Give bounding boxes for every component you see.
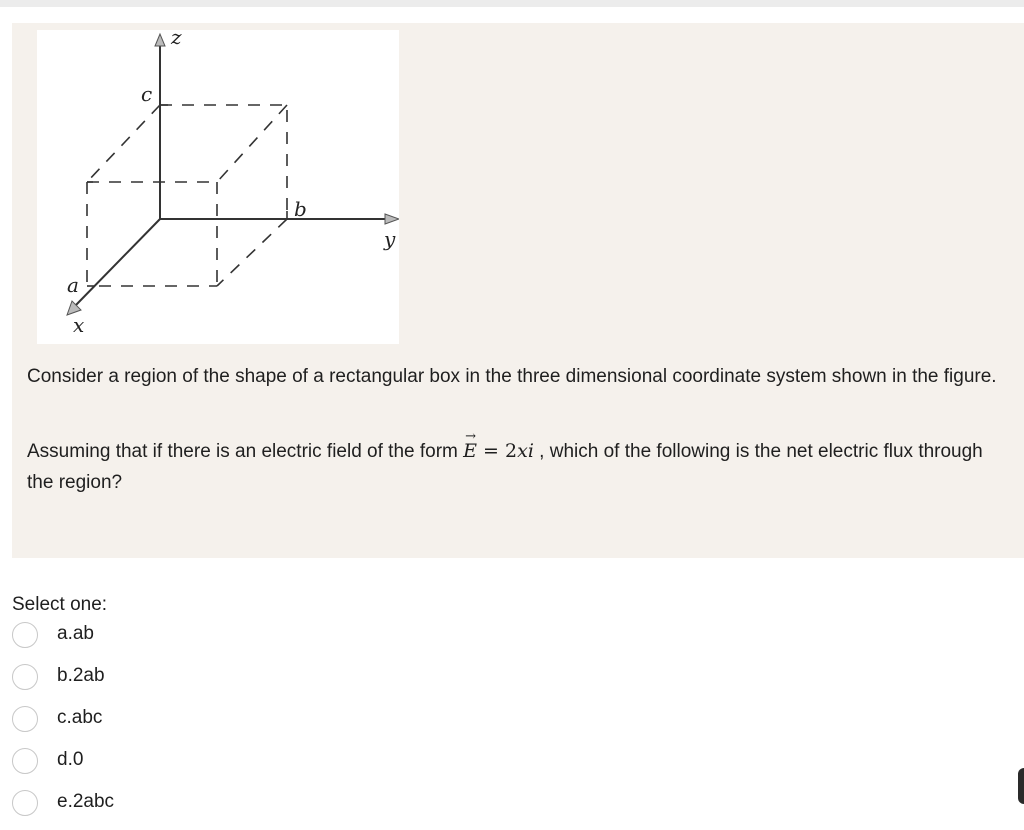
radio-button[interactable] [12, 664, 38, 690]
question-text-2-prefix: Assuming that if there is an electric field of the form [27, 441, 464, 462]
floating-widget-handle[interactable] [1018, 768, 1024, 804]
radio-button[interactable] [12, 622, 38, 648]
question-text-2 [27, 436, 1012, 498]
field-variable: xi [517, 440, 534, 462]
option-label[interactable]: a.ab [57, 623, 94, 644]
edge-top-right [217, 105, 287, 182]
radio-button[interactable] [12, 748, 38, 774]
option-label[interactable]: d.0 [57, 749, 84, 770]
radio-button[interactable] [12, 706, 38, 732]
field-coefficient: 2 [505, 440, 518, 462]
option-label[interactable]: e.2abc [57, 791, 115, 812]
field-vector-symbol: → E [463, 436, 477, 467]
option-c[interactable] [12, 706, 312, 736]
z-arrowhead [155, 34, 165, 46]
option-b[interactable] [12, 664, 312, 694]
option-label[interactable]: b.2ab [57, 665, 105, 686]
question-text-1: Consider a region of the shape of a rectangular box in the three dimensional coordinate system shown in the figure. [27, 366, 997, 387]
option-a[interactable] [12, 622, 312, 652]
option-label[interactable]: c.abc [57, 707, 103, 728]
field-equals: = [477, 440, 506, 462]
question-text-2-suffix: , which of the following is the net electric flux through the region? [27, 441, 983, 493]
box-coordinate-figure [37, 30, 399, 344]
b-label: b [294, 197, 307, 221]
edge-top-left [87, 105, 160, 182]
select-one-label: Select one: [12, 594, 108, 615]
figure-drawing [37, 30, 399, 344]
edge-bottom-right [217, 219, 287, 286]
radio-button[interactable] [12, 790, 38, 816]
top-bar [0, 0, 1024, 7]
c-label: c [141, 82, 153, 106]
option-d[interactable] [12, 748, 312, 778]
y-axis-label: y [384, 227, 396, 251]
z-axis-label: z [171, 30, 182, 49]
y-arrowhead [385, 214, 399, 224]
a-label: a [67, 273, 79, 297]
x-axis-label: x [73, 313, 85, 337]
option-e[interactable] [12, 790, 312, 820]
